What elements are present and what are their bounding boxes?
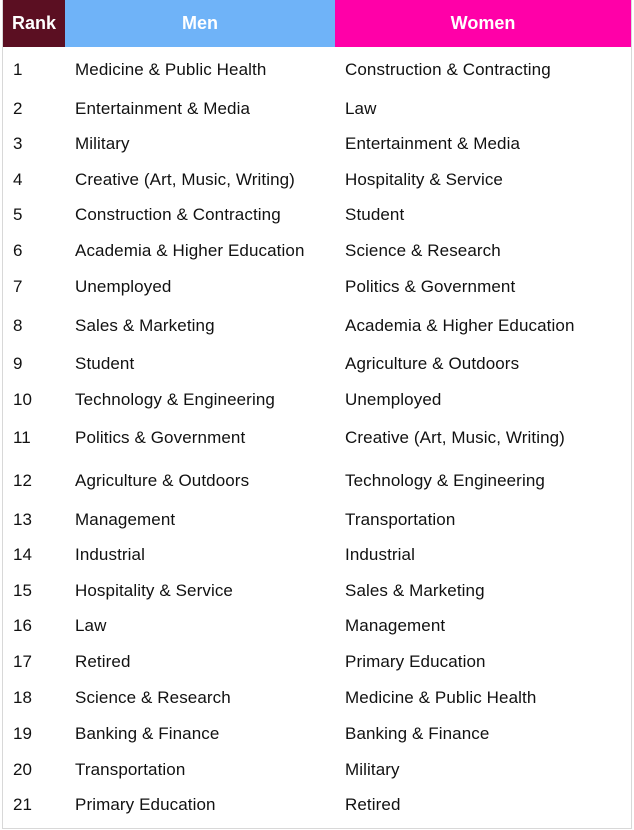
table-row: [3, 574, 631, 608]
rank-cell: 10: [13, 390, 33, 409]
women-cell: Law: [345, 99, 377, 118]
header-men: Men: [65, 0, 335, 47]
women-cell: Academia & Higher Education: [345, 315, 575, 335]
table-body: [3, 47, 631, 822]
table-row: [3, 47, 631, 93]
women-cell: Transportation: [345, 510, 456, 529]
table-row: [3, 346, 631, 382]
men-cell: Retired: [75, 652, 131, 671]
rank-cell: 4: [13, 170, 23, 189]
women-cell: Politics & Government: [345, 277, 516, 296]
women-cell: Creative (Art, Music, Writing): [345, 428, 565, 447]
table-row: [3, 536, 631, 574]
men-cell: Creative (Art, Music, Writing): [75, 170, 295, 189]
women-cell: Science & Research: [345, 241, 501, 260]
women-cell: Unemployed: [345, 390, 442, 409]
men-cell: Construction & Contracting: [75, 205, 281, 224]
men-cell: Politics & Government: [75, 428, 246, 447]
rank-cell: 15: [13, 581, 33, 600]
table-row: [3, 680, 631, 716]
men-cell: Science & Research: [75, 688, 231, 707]
table-row: [3, 93, 631, 125]
table-row: [3, 382, 631, 418]
rank-cell: 13: [13, 510, 33, 529]
men-cell: Student: [75, 354, 135, 373]
rank-cell: 21: [13, 795, 33, 814]
men-cell: Law: [75, 616, 107, 635]
table-row: [3, 716, 631, 752]
rank-cell: 19: [13, 724, 33, 743]
men-cell: Industrial: [75, 545, 145, 564]
men-cell: Technology & Engineering: [75, 390, 275, 409]
men-cell: Transportation: [75, 760, 186, 779]
rank-cell: 1: [13, 60, 23, 79]
men-cell: Management: [75, 510, 176, 529]
table-row: [3, 125, 631, 163]
rank-cell: 16: [13, 616, 33, 635]
table-row: [3, 269, 631, 305]
men-cell: Banking & Finance: [75, 724, 220, 743]
rank-cell: 11: [13, 428, 31, 447]
table-row: [3, 504, 631, 536]
women-cell: Primary Education: [345, 652, 486, 671]
men-cell: Hospitality & Service: [75, 581, 233, 600]
women-cell: Hospitality & Service: [345, 170, 503, 189]
men-cell: Entertainment & Media: [75, 99, 251, 118]
women-cell: Student: [345, 205, 405, 224]
women-cell: Agriculture & Outdoors: [345, 354, 520, 373]
women-cell: Sales & Marketing: [345, 581, 485, 600]
women-cell: Entertainment & Media: [345, 134, 521, 153]
men-cell: Unemployed: [75, 277, 172, 296]
rank-cell: 6: [13, 241, 23, 260]
rank-cell: 8: [13, 315, 23, 335]
rank-cell: 18: [13, 688, 33, 707]
rank-cell: 3: [13, 134, 23, 153]
men-cell: Agriculture & Outdoors: [75, 471, 250, 490]
women-cell: Management: [345, 616, 446, 635]
table-header: [3, 0, 631, 47]
rank-cell: 20: [13, 760, 33, 779]
rank-cell: 7: [13, 277, 23, 296]
women-cell: Banking & Finance: [345, 724, 490, 743]
table-row: [3, 752, 631, 788]
women-cell: Retired: [345, 795, 401, 814]
table-row: [3, 788, 631, 822]
table-row: [3, 197, 631, 233]
ranking-table: [2, 0, 632, 829]
women-cell: Military: [345, 760, 400, 779]
table-row: [3, 418, 631, 458]
table-row: [3, 644, 631, 680]
women-cell: Industrial: [345, 545, 415, 564]
men-cell: Academia & Higher Education: [75, 241, 305, 260]
men-cell: Medicine & Public Health: [75, 60, 267, 79]
header-women: Women: [335, 0, 631, 47]
rank-cell: 9: [13, 354, 23, 373]
men-cell: Sales & Marketing: [75, 315, 215, 335]
men-cell: Primary Education: [75, 795, 216, 814]
men-cell: Military: [75, 134, 130, 153]
table-row: [3, 233, 631, 269]
table-row: [3, 458, 631, 504]
table-row: [3, 305, 631, 346]
rank-cell: 14: [13, 545, 33, 564]
table-row: [3, 608, 631, 644]
women-cell: Medicine & Public Health: [345, 688, 537, 707]
rank-cell: 5: [13, 205, 23, 224]
header-rank: Rank: [3, 0, 65, 47]
women-cell: Construction & Contracting: [345, 60, 551, 79]
rank-cell: 2: [13, 99, 23, 118]
rank-cell: 12: [13, 471, 33, 490]
rank-cell: 17: [13, 652, 33, 671]
table-row: [3, 163, 631, 197]
women-cell: Technology & Engineering: [345, 471, 545, 490]
